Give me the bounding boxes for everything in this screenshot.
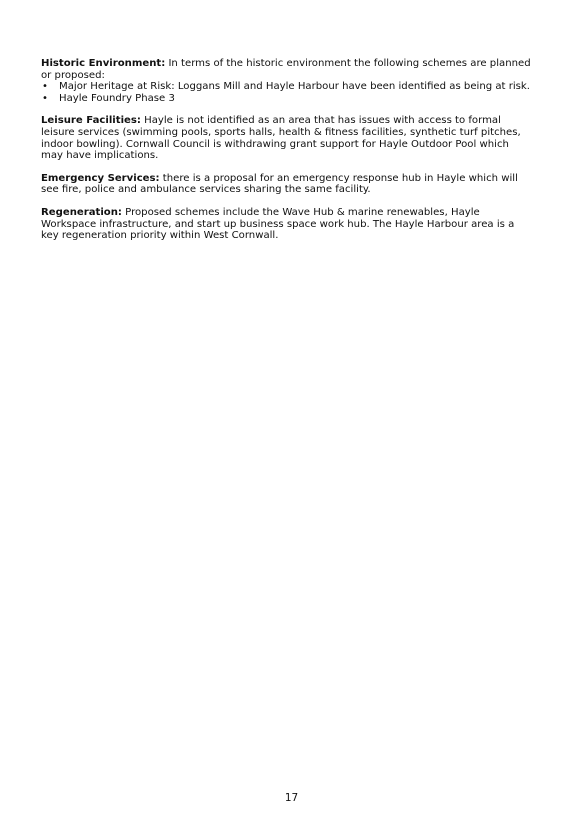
list-item-text: Major Heritage at Risk: Loggans Mill and Hayle Harbour have been identified as being at risk.	[59, 81, 530, 93]
list-item	[41, 81, 531, 93]
historic-environment-text: In terms of the historic environment the following schemes are planned or proposed:	[41, 58, 531, 81]
historic-schemes-list	[41, 81, 531, 104]
regeneration-section	[41, 207, 531, 242]
emergency-services-heading: Emergency Services:	[41, 172, 160, 184]
page-number: 17	[284, 792, 299, 804]
regeneration-text: Proposed schemes include the Wave Hub & marine renewables, Hayle Workspace infrastructure, and start up business space work hub. The Hayle Harbour area is a key regeneration priority within West Cornwall.	[41, 206, 515, 242]
bullet-icon: •	[42, 92, 48, 104]
historic-environment-heading: Historic Environment:	[41, 58, 166, 69]
regeneration-heading: Regeneration:	[41, 206, 122, 218]
leisure-facilities-text: Hayle is not identified as an area that has issues with access to formal leisure services (swimming pools, sports halls, health & fitness facilities, synthetic turf pitches, indoor bowling). Cornwall Council is withdrawing grant support for Hayle Outdoor Pool which may have implications.	[41, 115, 521, 162]
list-item-text: Hayle Foundry Phase 3	[59, 92, 175, 104]
emergency-services-section	[41, 173, 531, 196]
list-item	[41, 93, 531, 105]
leisure-facilities-heading: Leisure Facilities:	[41, 115, 141, 127]
regeneration-paragraph	[41, 207, 531, 242]
historic-environment-paragraph	[41, 58, 531, 81]
document-page	[41, 58, 531, 253]
historic-environment-section	[41, 58, 531, 104]
bullet-icon: •	[42, 81, 48, 93]
leisure-facilities-paragraph	[41, 115, 531, 161]
leisure-facilities-section	[41, 115, 531, 161]
emergency-services-text: there is a proposal for an emergency response hub in Hayle which will see fire, police and ambulance services sharing the same facility.	[41, 172, 518, 196]
emergency-services-paragraph	[41, 173, 531, 196]
